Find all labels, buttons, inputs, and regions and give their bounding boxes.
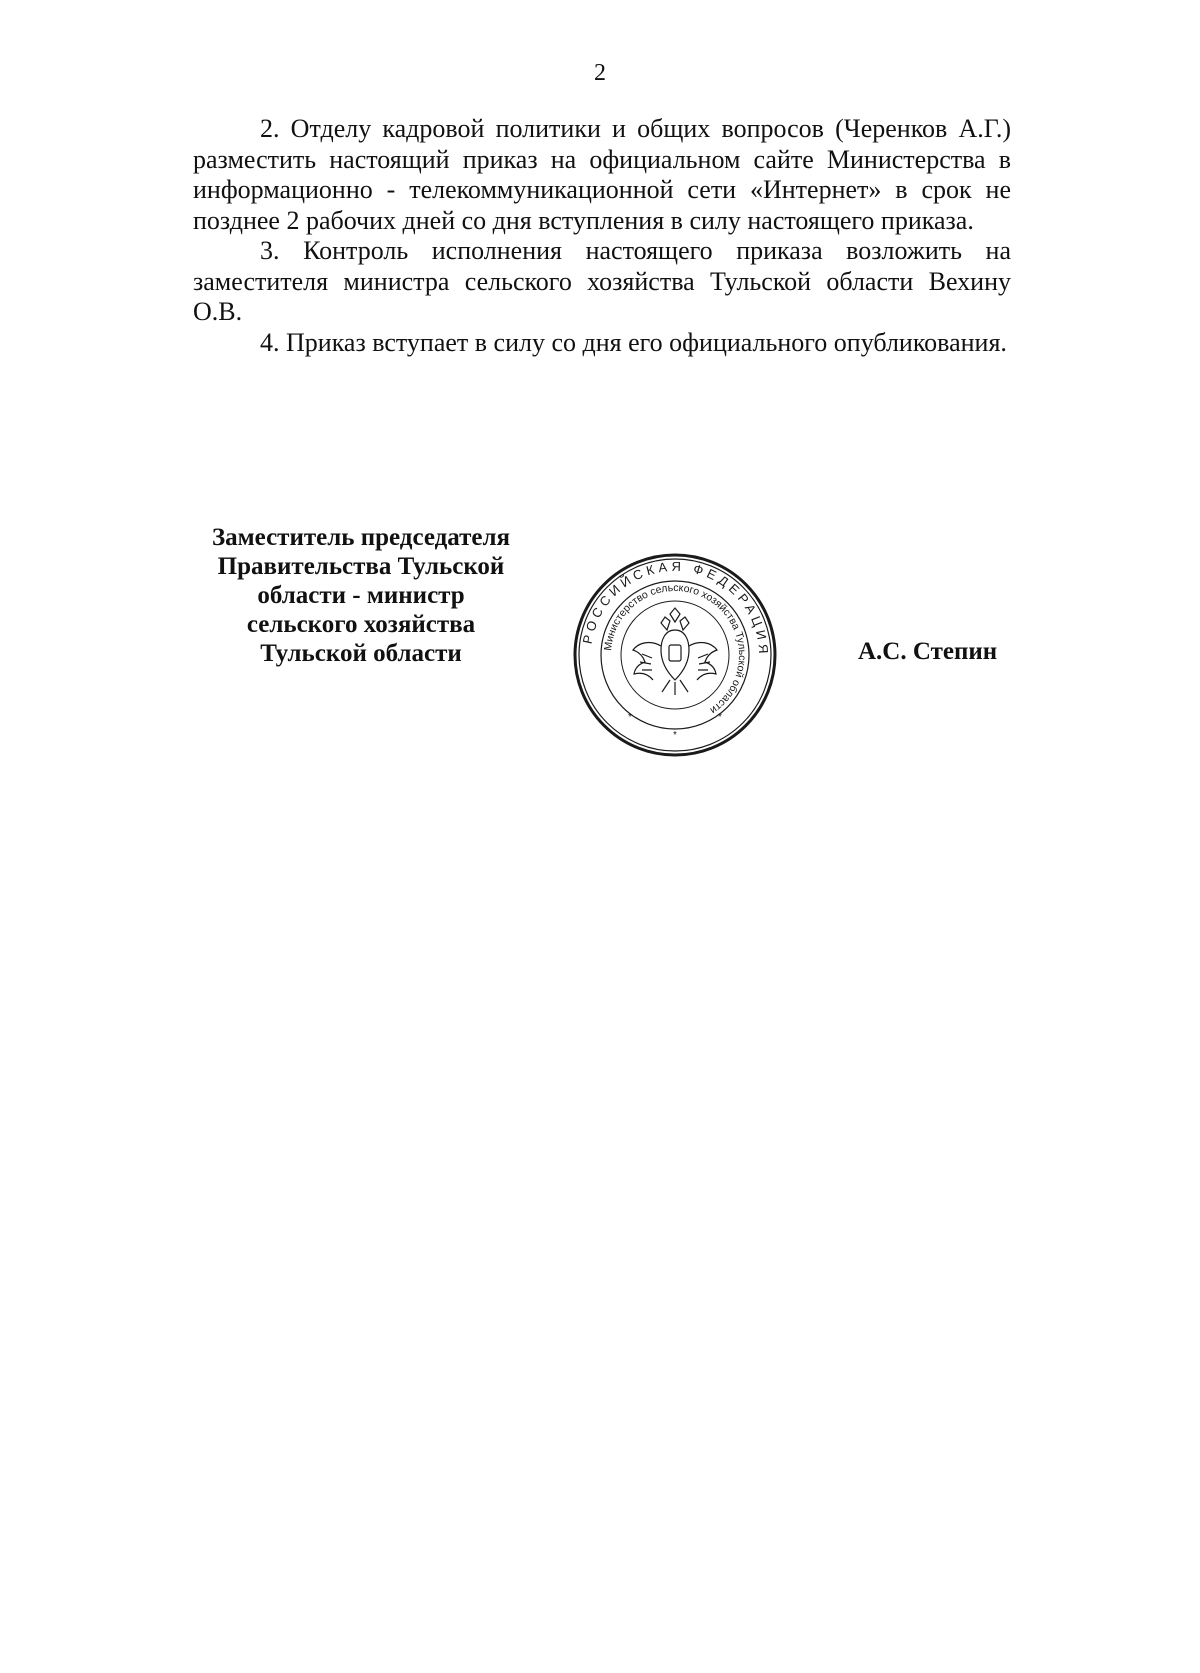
coat-of-arms-icon bbox=[633, 608, 717, 695]
seal-outer-text: РОССИЙСКАЯ ФЕДЕРАЦИЯ bbox=[579, 558, 772, 658]
seal-star-icon: * bbox=[673, 730, 677, 741]
paragraph-3: 3. Контроль исполнения настоящего приказа возложить на заместителя министра сельского хозяйства Тульской области Вехину О.В. bbox=[193, 236, 1011, 326]
signatory-name: А.С. Степин bbox=[858, 638, 998, 665]
seal-star-icon: * bbox=[718, 712, 722, 723]
seal-inner-ring bbox=[601, 581, 749, 729]
page-number: 2 bbox=[594, 60, 606, 86]
seal-inner-text: Министерство сельского хозяйства Тульской области bbox=[602, 581, 749, 717]
seal-star-icon: * bbox=[628, 712, 632, 723]
signatory-position-line: сельского хозяйства bbox=[246, 611, 476, 638]
signatory-position-line: Заместитель председателя bbox=[211, 524, 511, 551]
document-body bbox=[193, 114, 1011, 358]
paragraph-2: 2. Отделу кадровой политики и общих вопросов (Черенков А.Г.) разместить настоящий приказ на официальном сайте Министерства в информационно - телекоммуникационной сети «Интернет» в срок не позднее 2 рабочих дней со дня вступления в силу настоящего приказа. bbox=[193, 114, 1011, 235]
paragraph-4: 4. Приказ вступает в силу со дня его официального опубликования. bbox=[260, 327, 1007, 357]
signatory-position-line: Правительства Тульской bbox=[217, 553, 505, 580]
signatory-position-line: области - министр bbox=[257, 582, 465, 609]
signatory-position bbox=[196, 523, 526, 668]
official-seal bbox=[570, 550, 780, 760]
signatory-position-line: Тульской области bbox=[260, 640, 462, 667]
